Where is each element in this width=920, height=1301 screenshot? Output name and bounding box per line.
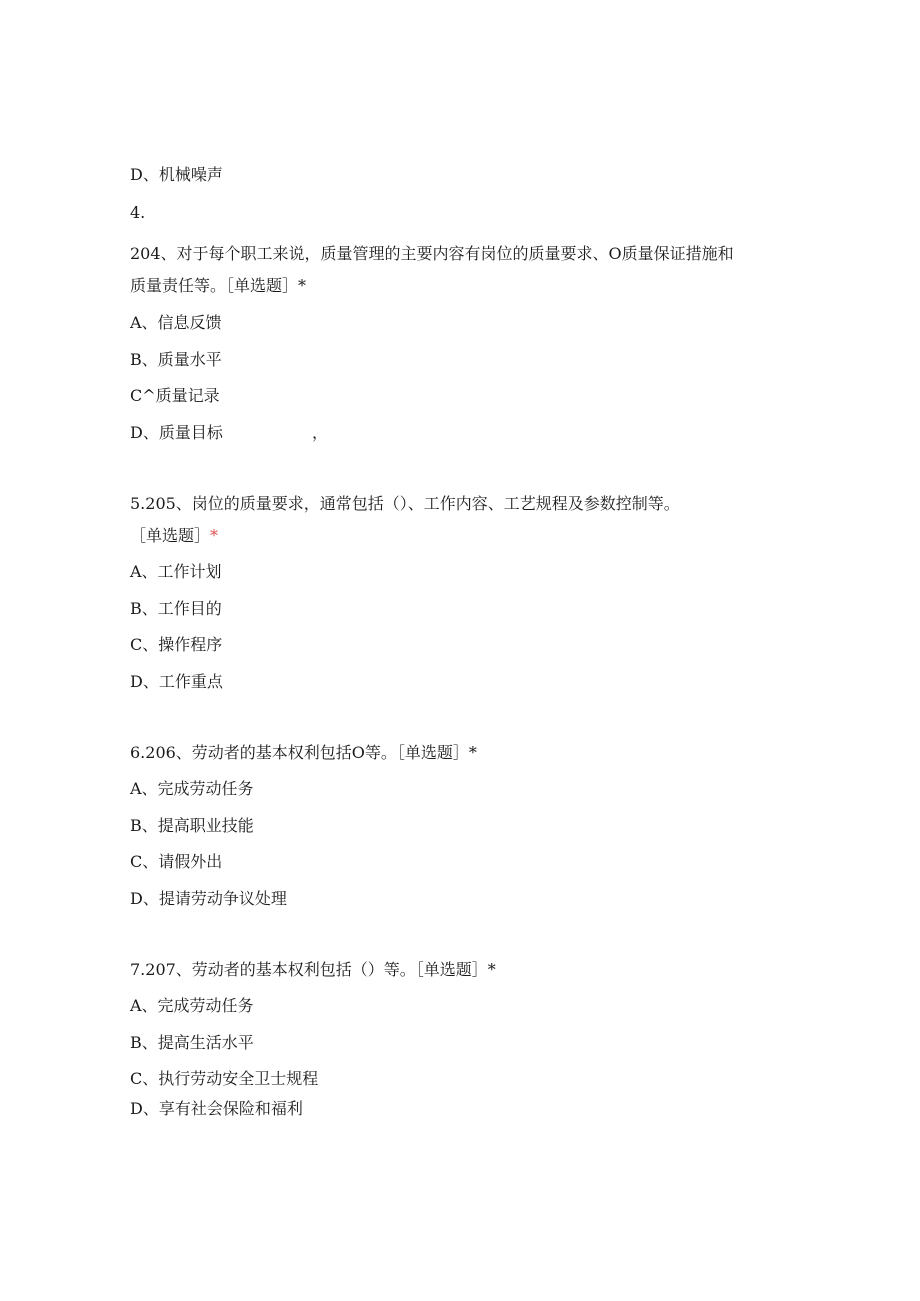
question-205-option-d[interactable]: D、工作重点 — [130, 672, 223, 691]
question-206-option-a[interactable]: A、完成劳动任务 — [130, 779, 254, 798]
question-205-text-line1: 5.205、岗位的质量要求，通常包括（）、工作内容、工艺规程及参数控制等。 — [130, 494, 680, 513]
question-205-text-line2 — [130, 526, 218, 546]
option-d-previous: D、机械噪声 — [130, 165, 223, 184]
question-206-text: 6.206、劳动者的基本权利包括O等。［单选题］* — [130, 743, 477, 762]
required-star: * — [210, 526, 219, 545]
question-204-option-a[interactable]: A、信息反馈 — [130, 313, 222, 332]
question-207-option-c[interactable]: C、执行劳动安全卫士规程 — [130, 1069, 319, 1088]
question-205-option-c[interactable]: C、操作程序 — [130, 635, 223, 654]
question-207-option-a[interactable]: A、完成劳动任务 — [130, 996, 254, 1015]
question-204-option-d[interactable]: D、质量目标 — [130, 423, 223, 442]
question-207-text: 7.207、劳动者的基本权利包括（）等。［单选题］* — [130, 960, 496, 979]
question-207-option-b[interactable]: B、提高生活水平 — [130, 1033, 254, 1052]
question-206-option-c[interactable]: C、请假外出 — [130, 852, 223, 871]
question-206-option-b[interactable]: B、提高职业技能 — [130, 816, 254, 835]
question-204-text-line2: 质量责任等。［单选题］* — [130, 276, 307, 295]
question-204-text-line1: 204、对于每个职工来说，质量管理的主要内容有岗位的质量要求、O质量保证措施和 — [130, 244, 734, 263]
question-204-option-c[interactable]: C^质量记录 — [130, 386, 220, 405]
stray-mark: ， — [312, 423, 329, 442]
question-206-option-d[interactable]: D、提请劳动争议处理 — [130, 889, 287, 908]
question-205-option-a[interactable]: A、工作计划 — [130, 562, 222, 581]
item-number-4: 4. — [130, 203, 146, 222]
question-207-option-d[interactable]: D、享有社会保险和福利 — [130, 1099, 303, 1118]
question-204-option-b[interactable]: B、质量水平 — [130, 350, 222, 369]
question-type-label: ［单选题］ — [130, 526, 211, 545]
question-205-option-b[interactable]: B、工作目的 — [130, 599, 222, 618]
